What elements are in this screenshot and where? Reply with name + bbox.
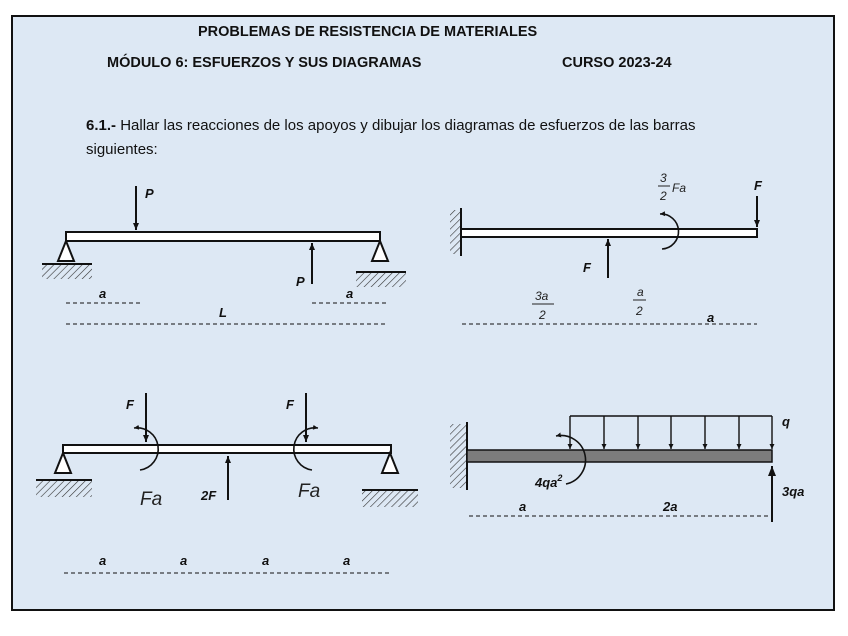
force-label-f-right: F [754,178,762,193]
beam-2 [461,229,757,237]
force-label-f-left: F [126,397,134,412]
dim-label-a-right: a [346,286,354,301]
moment-label-right: Fa [298,481,321,502]
moment-symbol: Fa [672,181,687,195]
beam-4 [467,450,772,462]
roller-support-right [362,453,418,507]
problem-number: 6.1.- [86,117,117,134]
load-label-p-bottom: P [296,274,305,289]
pin-support-left [36,453,92,497]
dim-label-a: a [343,553,351,568]
moment-label: $4qa^2$ [535,473,563,490]
force-label-3qa: 3qa [782,484,805,499]
dim-label-a: a [262,553,270,568]
dist-load-label-q: q [782,414,790,429]
force-label-f-right: F [286,397,294,412]
dim2-numerator: a [637,285,644,299]
figure-1-simply-supported-beam [42,186,406,324]
dim-label-2a: 2a [663,499,678,514]
document-title: PROBLEMAS DE RESISTENCIA DE MATERIALES [198,24,538,40]
module-title: MÓDULO 6: ESFUERZOS Y SUS DIAGRAMAS [107,55,422,71]
dim-label-a: a [180,553,188,568]
figure-3-beam-with-moments [36,393,418,573]
figure-4-cantilever-distributed-load [450,414,804,522]
distributed-load-arrows [570,416,772,449]
pin-support-left [42,241,92,279]
moment-numerator: 3 [660,171,667,185]
course-label: CURSO 2023-24 [562,55,672,71]
beam-3 [63,445,391,453]
dim-label-a: a [99,553,107,568]
dim1-denominator: 2 [539,308,546,322]
force-label-2f: 2F [201,488,217,503]
force-label-f-up: F [583,260,591,275]
dim-label-a-left: a [99,286,107,301]
roller-support-right [356,241,406,287]
dim-label-l: L [219,305,227,320]
figure-2-cantilever-beam [450,171,763,325]
dim3-label: a [707,310,715,325]
dim2-denominator: 2 [636,304,643,318]
dim1-numerator: 3a [535,289,549,303]
force-arrow-up-end [768,466,776,476]
problem-text: Hallar las reacciones de los apoyos y dibujar los diagramas de esfuerzos de las barras siguientes: [86,117,696,158]
moment-denominator: 2 [660,189,667,203]
load-label-p-top: P [145,186,154,201]
beam-1 [66,232,380,241]
moment-label-left: Fa [140,489,163,510]
dim-label-a: a [519,499,527,514]
